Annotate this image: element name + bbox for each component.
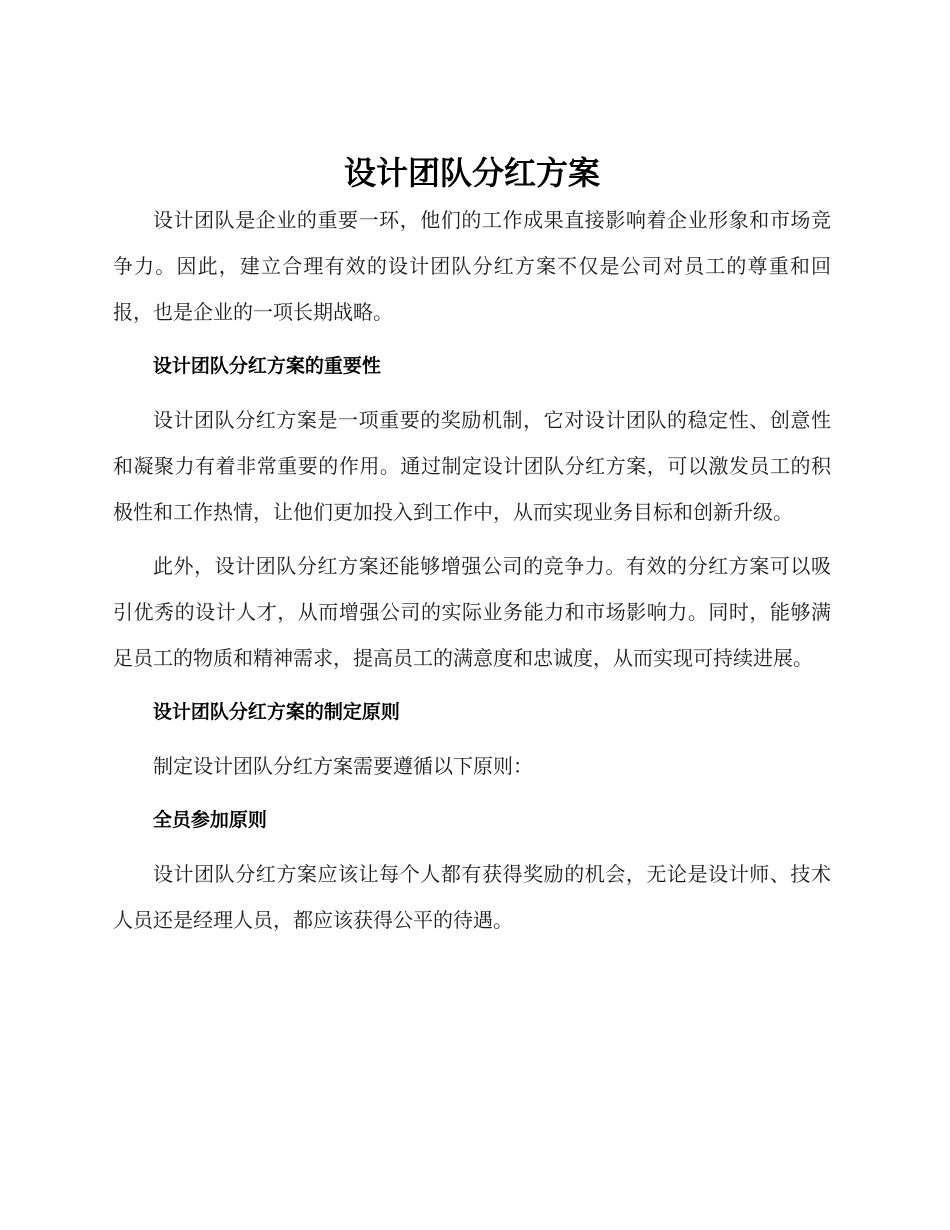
spacer (113, 843, 831, 851)
spacer (113, 335, 831, 343)
full-participation-paragraph-1: 设计团队分红方案应该让每个人都有获得奖励的机会，无论是设计师、技术人员还是经理人员，都应该获得公平的待遇。 (113, 862, 831, 932)
spacer (113, 389, 831, 397)
document-body (113, 151, 831, 943)
spacer (113, 681, 831, 689)
section-heading-full-participation: 全员参加原则 (152, 809, 267, 831)
spacer (113, 735, 831, 743)
section-heading-importance: 设计团队分红方案的重要性 (152, 355, 381, 377)
section-heading-principles: 设计团队分红方案的制定原则 (152, 701, 400, 723)
spacer (113, 789, 831, 797)
principles-paragraph-1: 制定设计团队分红方案需要遵循以下原则： (153, 754, 533, 778)
document-title: 设计团队分红方案 (343, 154, 600, 192)
spacer (113, 535, 831, 543)
intro-paragraph: 设计团队是企业的重要一环，他们的工作成果直接影响着企业形象和市场竞争力。因此，建立合理有效的设计团队分红方案不仅是公司对员工的尊重和回报，也是企业的一项长期战略。 (113, 208, 831, 324)
importance-paragraph-2: 此外，设计团队分红方案还能够增强公司的竞争力。有效的分红方案可以吸引优秀的设计人才，从而增强公司的实际业务能力和市场影响力。同时，能够满足员工的物质和精神需求，提高员工的满意度和忠诚度，从而实现可持续进展。 (113, 554, 831, 670)
importance-paragraph-1: 设计团队分红方案是一项重要的奖励机制，它对设计团队的稳定性、创意性和凝聚力有着非常重要的作用。通过制定设计团队分红方案，可以激发员工的积极性和工作热情，让他们更加投入到工作中，从而实现业务目标和创新升级。 (113, 408, 831, 524)
